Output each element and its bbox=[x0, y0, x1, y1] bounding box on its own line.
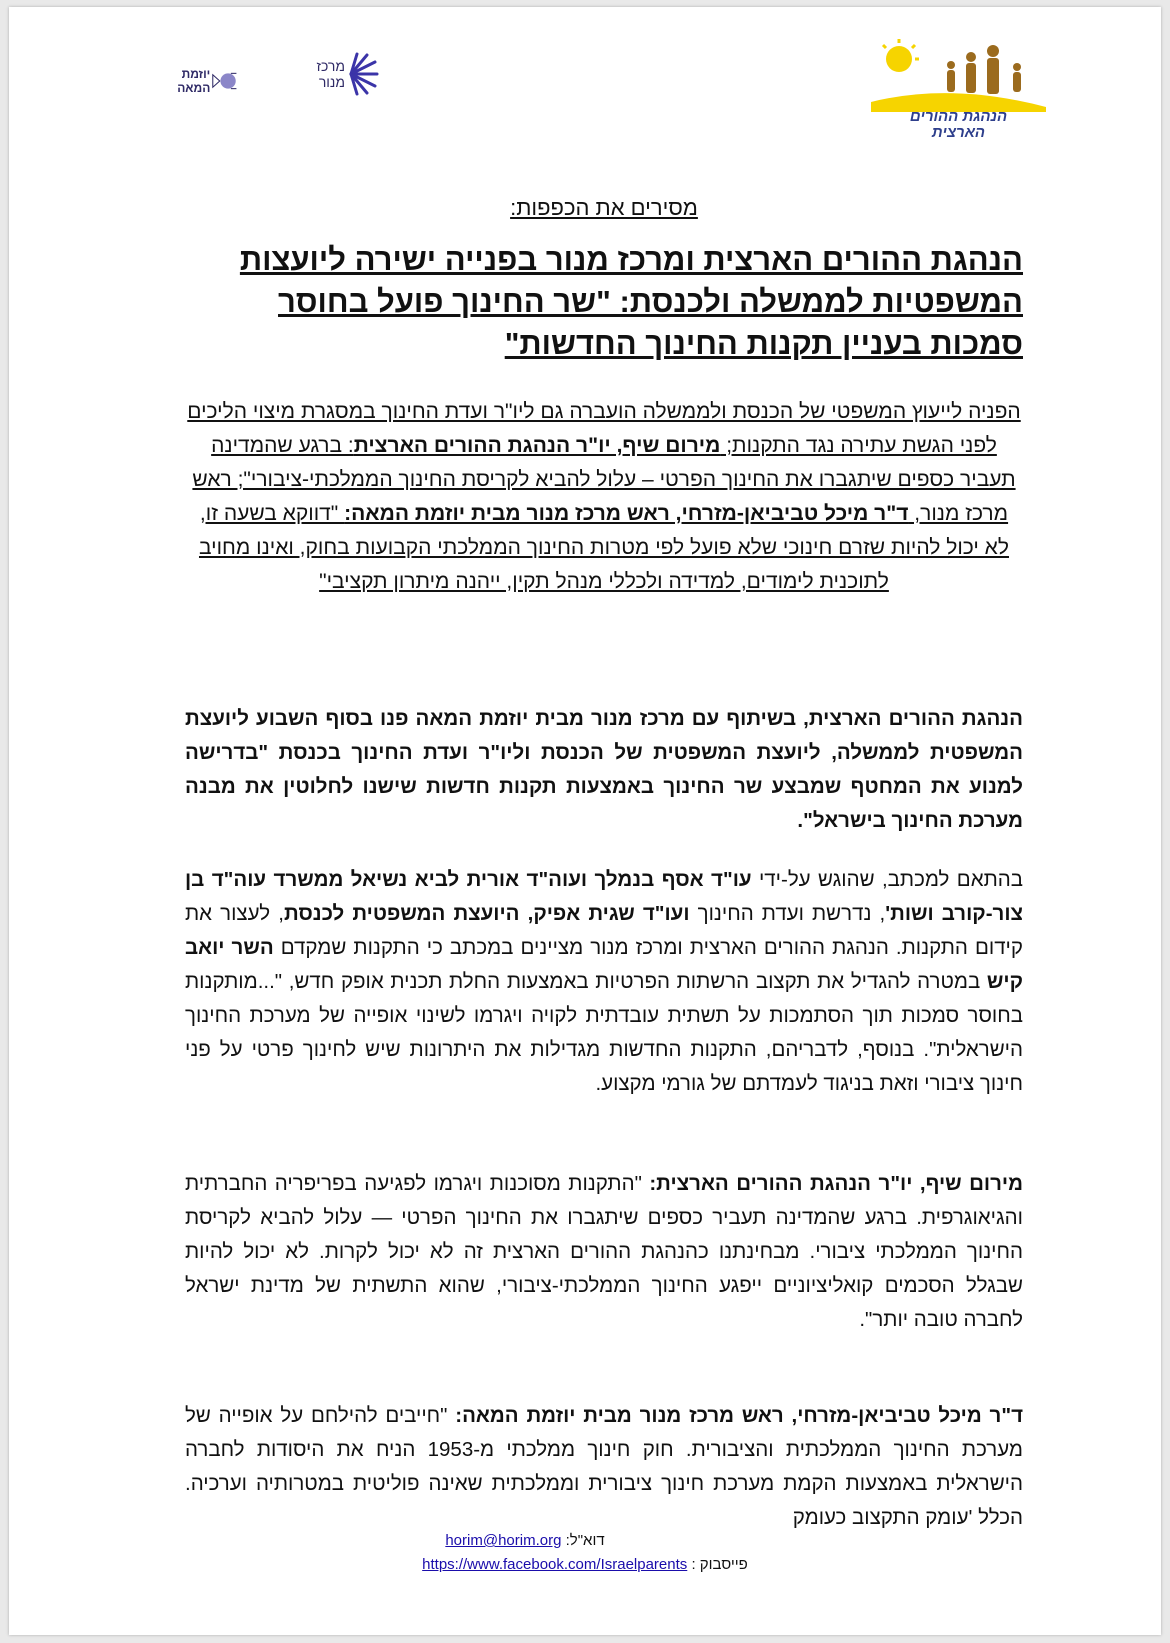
paragraph-text: "חייבים להילחם על אופייה של מערכת החינוך הממלכתית והציבורית. חוק חינוך ממלכתי מ-1953 הניח את היסודות לחברה הישראלית באמצעות הקמת מערכת חינוך ציבורית וממלכתית שאינה פוליטית במטרותיה וערכיה. הכלל 'עומק התקצוב כעומק bbox=[185, 1404, 1024, 1529]
paragraph-text: בהתאם למכתב, שהוגש על-ידי bbox=[751, 868, 1024, 891]
kicker: מסירים את הכפפות: bbox=[510, 195, 698, 220]
menor-burst-icon bbox=[345, 52, 381, 96]
paragraph-text: , לעצור את קידום התקנות. הנהגת ההורים הארצית ומרכז מנור מציינים במכתב כי התקנות שמקדם bbox=[185, 902, 1023, 959]
paragraph-bold: ועו"ד שגית אפיק, היועצת המשפטית לכנסת bbox=[283, 902, 690, 925]
menor-name: מרכז מנור bbox=[316, 58, 345, 90]
paragraph-text: במטרה להגדיל את תקצוב הרשתות הפרטיות באמצעות החלת תכנית אופק חדש, "...מותקנות בחוסר סמכות תוך הסתמכות על תשתית עובדתית לקויה ויגרמו לשינוי אופייה של מערכת החינוך הישראלית". בנוסף, לדבריהם, התקנות החדשות מגדילות את היתרונות שיש לחינוך פרטי על פני חינוך ציבורי וזאת בניגוד לעמדתם של גורמי מקצוע. bbox=[185, 970, 1023, 1095]
facebook-link[interactable]: https://www.facebook.com/Israelparents bbox=[422, 1556, 688, 1573]
summary-text: : ברגע שהמדינה תעביר כספים שיתגברו את החינוך הפרטי – עלול להביא לקריסת החינוך הממלכתי-ציבורי"; ראש מרכז מנור, bbox=[192, 434, 1016, 525]
summary-quote: "דווקא בשעה זו, לא יכול להיות שזרם חינוכי שלא פועל לפי מטרות החינוך הממלכתי הקבועות בחוק, ואינו מחויב לתוכנית לימודים, למדידה ולכללי מנהל תקין, ייהנה מיתרון תקציבי" bbox=[198, 502, 1009, 593]
yozmat-logo bbox=[159, 66, 238, 96]
menor-logo bbox=[307, 52, 381, 96]
paragraph-text: , נדרשת ועדת החינוך bbox=[689, 902, 886, 925]
summary-bold-name: מירום שיף, יו"ר הנהגת ההורים הארצית bbox=[353, 434, 721, 457]
footer-email-row bbox=[9, 1529, 1161, 1553]
parents-name: הנהגת ההורים הארצית bbox=[909, 108, 1008, 141]
summary-bold-name: ד"ר מיכל טביביאן-מזרחי, ראש מרכז מנור מבית יוזמת המאה: bbox=[344, 502, 909, 525]
facebook-label: פייסבוק : bbox=[691, 1556, 748, 1573]
paragraph-bold: ד"ר מיכל טביביאן-מזרחי, ראש מרכז מנור מבית יוזמת המאה: bbox=[455, 1404, 1023, 1427]
email-label: דוא"ל: bbox=[565, 1532, 605, 1549]
paragraph-letter bbox=[185, 863, 1023, 1101]
page-title: הנהגת ההורים הארצית ומרכז מנור בפנייה ישירה ליועצות המשפטיות לממשלה ולכנסת: "שר החינוך פועל בחוסר סמכות בעניין תקנות החינוך החדשות" bbox=[239, 242, 1023, 361]
document-page bbox=[9, 7, 1161, 1635]
footer-facebook-row bbox=[9, 1553, 1161, 1577]
yozmat-name: יוזמת המאה bbox=[177, 67, 211, 95]
paragraph-text: "התקנות מסוכנות ויגרמו לפגיעה בפריפריה החברתית והגיאוגרפית. ברגע שהמדינה תעביר כספים שיתגברו את החינוך הפרטי — עלול להביא לקריסת החינוך הממלכתי ציבורי. מבחינתנו כהנהגת ההורים הארצית זה לא יכול לקרות. לא יכול להיות שבגלל הסכמים קואליציוניים ייפגע החינוך הממלכתי-ציבורי, שהוא התשתית של מדינת ישראל לחברה טובה יותר". bbox=[185, 1172, 1023, 1331]
family-sun-icon bbox=[871, 37, 1046, 112]
paragraph-bold: עו"ד אסף בנמלך ועוה"ד אורית לביא נשיאל ממשרד עוה"ד בן צור-קורב ושות' bbox=[185, 868, 1024, 925]
paragraph-quote-tabibian bbox=[185, 1399, 1023, 1535]
parents-logo bbox=[871, 37, 1046, 152]
footer bbox=[9, 1529, 1161, 1577]
summary bbox=[185, 395, 1023, 599]
email-link[interactable]: horim@horim.org bbox=[445, 1532, 562, 1549]
yozmat-mark-icon bbox=[210, 66, 238, 96]
paragraph-quote-shif bbox=[185, 1167, 1023, 1337]
paragraph-bold: מירום שיף, יו"ר הנהגת ההורים הארצית: bbox=[649, 1172, 1023, 1195]
summary-text: הפניה לייעוץ המשפטי של הכנסת ולממשלה הועברה גם ליו"ר ועדת החינוך במסגרת מיצוי הליכים לפני הגשת עתירה נגד התקנות; bbox=[187, 400, 1021, 457]
paragraph-lead: הנהגת ההורים הארצית, בשיתוף עם מרכז מנור מבית יוזמת המאה פנו בסוף השבוע ליועצת המשפטית לממשלה, ליועצת המשפטית של הכנסת וליו"ר ועדת החינוך בכנסת "בדרישה למנוע את המחטף שמבצע שר החינוך באמצעות תקנות חדשות שישנו לחלוטין את מבנה מערכת החינוך בישראל". bbox=[185, 707, 1023, 832]
paragraph-bold: השר יואב קיש bbox=[185, 936, 1023, 993]
